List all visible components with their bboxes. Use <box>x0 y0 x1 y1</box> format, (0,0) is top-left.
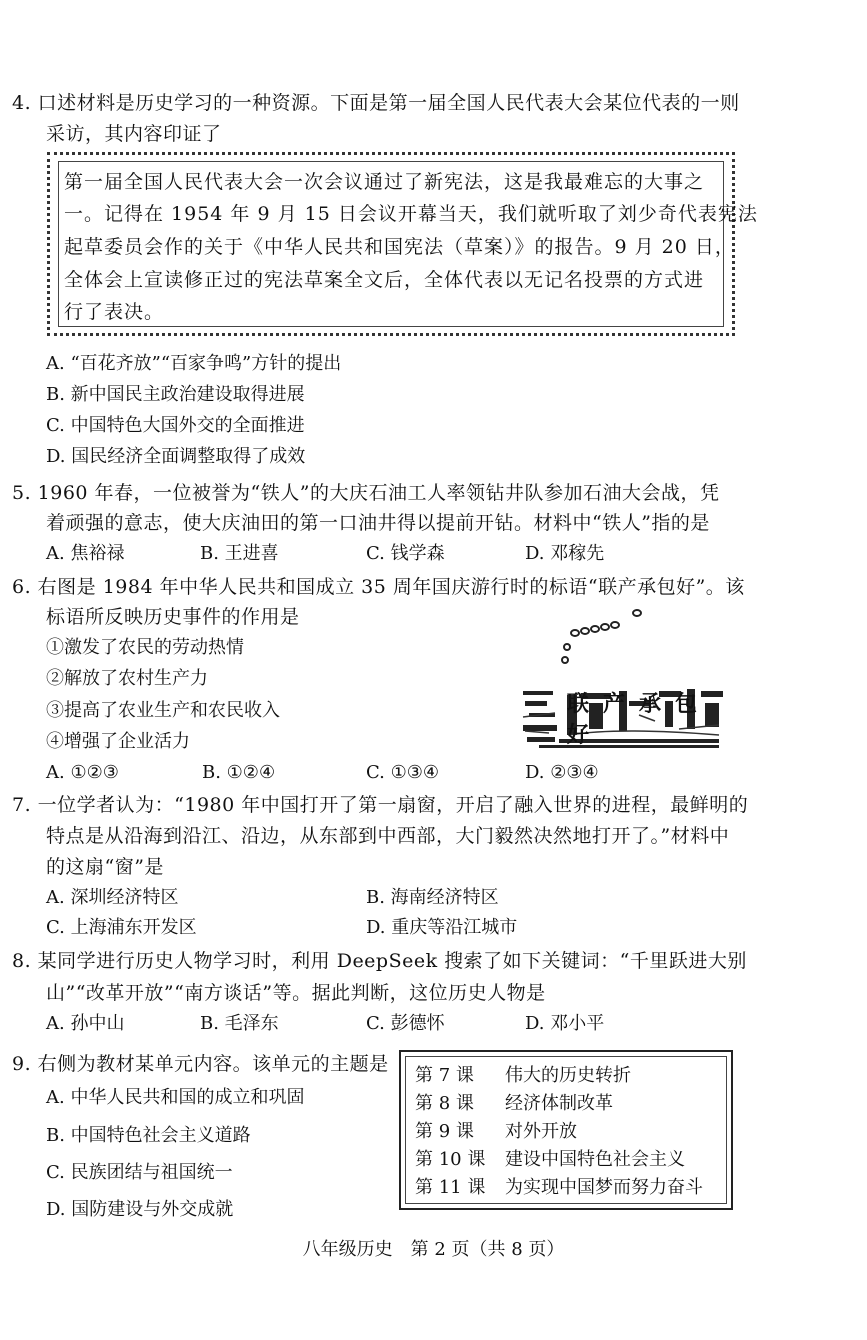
q4-quote-line: 全体会上宣读修正过的宪法草案全文后，全体代表以无记名投票的方式进 <box>64 269 705 291</box>
q7-option-a: A. 深圳经济特区 <box>46 887 179 908</box>
lesson-title: 伟大的历史转折 <box>505 1065 631 1086</box>
q8-option-d: D. 邓小平 <box>525 1013 605 1034</box>
q4-option-d: D. 国民经济全面调整取得了成效 <box>46 446 306 467</box>
q8-stem-line2: 山”“改革开放”“南方谈话”等。据此判断，这位历史人物是 <box>46 982 546 1004</box>
q6-option-d: D. ②③④ <box>525 762 599 783</box>
lesson-number: 第 10 课 <box>415 1149 486 1170</box>
q9-option-a: A. 中华人民共和国的成立和巩固 <box>46 1087 305 1108</box>
q6-stem-line2: 标语所反映历史事件的作用是 <box>46 606 300 628</box>
q7-option-b: B. 海南经济特区 <box>366 887 499 908</box>
lesson-row <box>415 1118 577 1146</box>
q7-stem-line3: 的这扇“窗”是 <box>46 856 164 878</box>
q4-option-b: B. 新中国民主政治建设取得进展 <box>46 384 305 405</box>
q6-item-2: ②解放了农村生产力 <box>46 668 208 689</box>
q6-item-4: ④增强了企业活力 <box>46 731 190 752</box>
q6-option-c: C. ①③④ <box>366 762 439 783</box>
q4-quote-line: 起草委员会作的关于《中华人民共和国宪法（草案）》的报告。9 月 20 日， <box>64 236 735 258</box>
lesson-title: 经济体制改革 <box>505 1093 613 1114</box>
q7-option-c: C. 上海浦东开发区 <box>46 917 197 938</box>
q4-option-c: C. 中国特色大国外交的全面推进 <box>46 415 305 436</box>
q6-stem-line1: 6. 右图是 1984 年中华人民共和国成立 35 周年国庆游行时的标语“联产承包好”。该 <box>12 576 745 598</box>
q4-quote-line: 行了表决。 <box>64 301 165 323</box>
q9-stem: 9. 右侧为教材某单元内容。该单元的主题是 <box>12 1053 389 1075</box>
lesson-row <box>415 1174 703 1202</box>
q4-quote-line: 一。记得在 1954 年 9 月 15 日会议开幕当天，我们就听取了刘少奇代表宪法 <box>64 203 758 225</box>
lesson-number: 第 7 课 <box>415 1065 474 1086</box>
q8-option-b: B. 毛泽东 <box>200 1013 279 1034</box>
q4-quote-line: 第一届全国人民代表大会一次会议通过了新宪法，这是我最难忘的大事之 <box>64 171 705 193</box>
q9-option-d: D. 国防建设与外交成就 <box>46 1199 234 1220</box>
lesson-title: 建设中国特色社会主义 <box>505 1149 685 1170</box>
lesson-number: 第 9 课 <box>415 1121 474 1142</box>
q5-option-c: C. 钱学森 <box>366 543 445 564</box>
q5-option-d: D. 邓稼先 <box>525 543 605 564</box>
q5-stem-line2: 着顽强的意志，使大庆油田的第一口油井得以提前开钻。材料中“铁人”指的是 <box>46 512 710 534</box>
q6-item-3: ③提高了农业生产和农民收入 <box>46 700 280 721</box>
parade-photo <box>519 605 729 755</box>
q7-stem-line2: 特点是从沿海到沿江、沿边，从东部到中西部，大门毅然决然地打开了。”材料中 <box>46 825 730 847</box>
q8-option-c: C. 彭德怀 <box>366 1013 445 1034</box>
q4-stem-line2: 采访，其内容印证了 <box>46 123 222 145</box>
lesson-row <box>415 1062 631 1090</box>
q4-stem-line1: 4. 口述材料是历史学习的一种资源。下面是第一届全国人民代表大会某位代表的一则 <box>12 92 740 114</box>
lesson-row <box>415 1146 685 1174</box>
q6-option-a: A. ①②③ <box>46 762 119 783</box>
q5-option-a: A. 焦裕禄 <box>46 543 125 564</box>
q9-lesson-box <box>399 1050 733 1210</box>
parade-banner-text: 联产承包好 <box>567 691 712 748</box>
q6-option-b: B. ①②④ <box>202 762 276 783</box>
q7-stem-line1: 7. 一位学者认为：“1980 年中国打开了第一扇窗，开启了融入世界的进程，最鲜明的 <box>12 794 749 816</box>
lesson-title: 对外开放 <box>505 1121 577 1142</box>
q9-option-b: B. 中国特色社会主义道路 <box>46 1125 251 1146</box>
lesson-number: 第 8 课 <box>415 1093 474 1114</box>
q8-stem-line1: 8. 某同学进行历史人物学习时，利用 DeepSeek 搜索了如下关键词：“千里跃进大别 <box>12 950 747 972</box>
q9-option-c: C. 民族团结与祖国统一 <box>46 1162 233 1183</box>
q7-option-d: D. 重庆等沿江城市 <box>366 917 518 938</box>
q5-stem-line1: 5. 1960 年春，一位被誉为“铁人”的大庆石油工人率领钻井队参加石油大会战，凭 <box>12 482 720 504</box>
q4-option-a: A. “百花齐放”“百家争鸣”方针的提出 <box>46 353 342 374</box>
q8-option-a: A. 孙中山 <box>46 1013 125 1034</box>
lesson-title: 为实现中国梦而努力奋斗 <box>505 1177 703 1198</box>
page-footer: 八年级历史 第 2 页（共 8 页） <box>302 1239 565 1260</box>
lesson-number: 第 11 课 <box>415 1177 486 1198</box>
lesson-row <box>415 1090 613 1118</box>
q6-item-1: ①激发了农民的劳动热情 <box>46 637 244 658</box>
q5-option-b: B. 王进喜 <box>200 543 279 564</box>
